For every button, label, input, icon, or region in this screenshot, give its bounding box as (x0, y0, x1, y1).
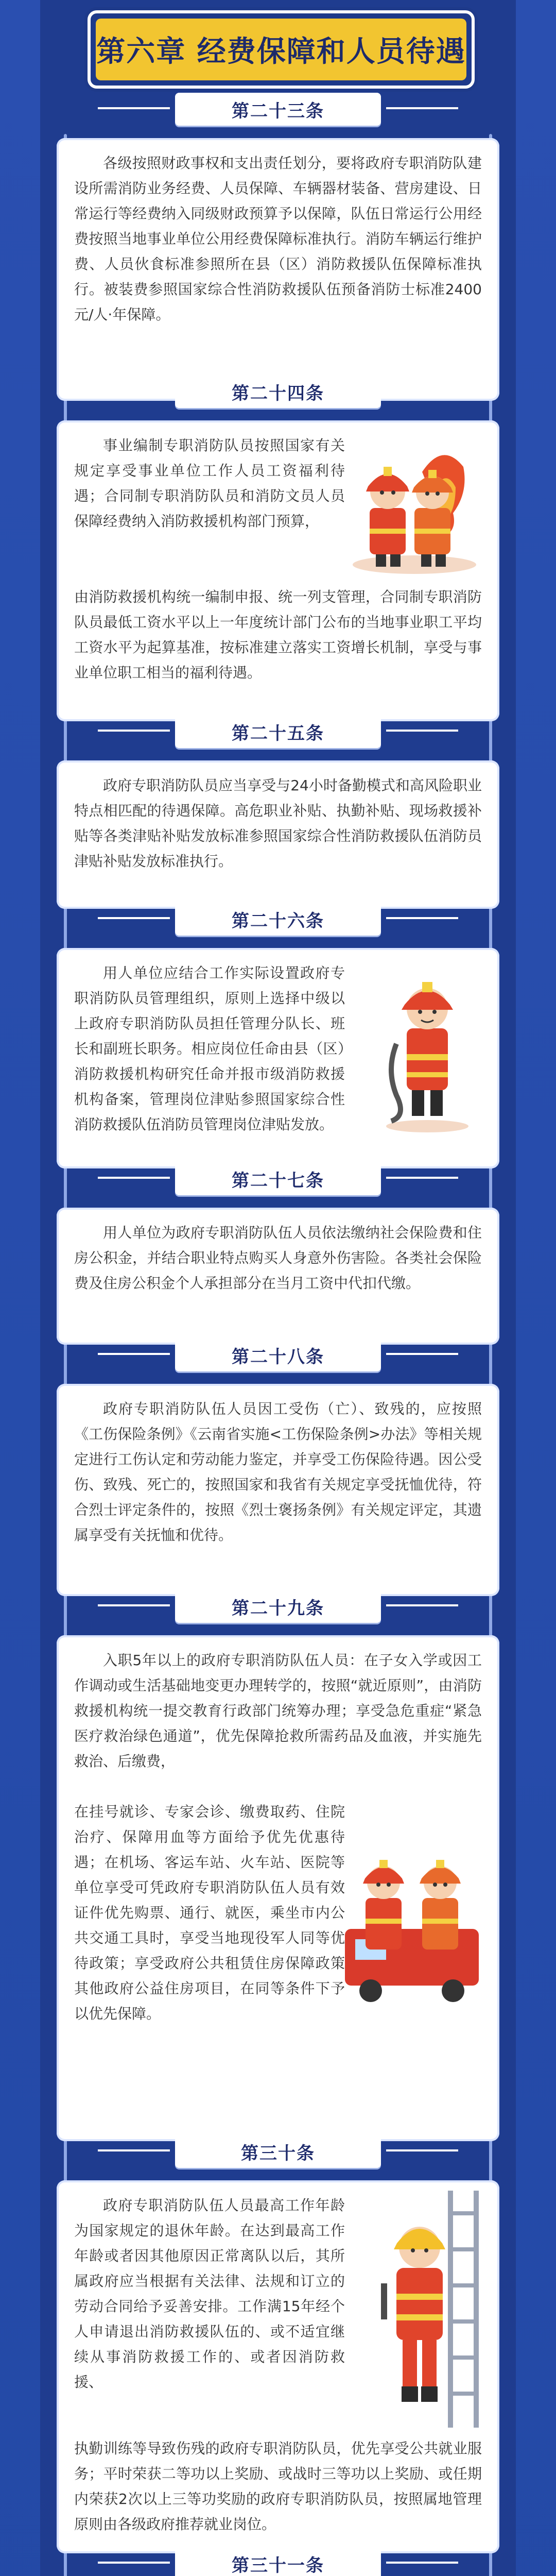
article-label-text: 第二十五条 (232, 723, 324, 744)
right-side-band (516, 0, 556, 2576)
article-26-card (57, 948, 499, 1168)
article-25-text: 政府专职消防队员应当享受与24小时备勤模式和高风险职业特点相匹配的待遇保障。高危职业补贴、执勤补贴、现场救援补贴等各类津贴补贴发放标准参照国家综合性消防救援队伍消防员津贴补贴发放标准执行。 (74, 777, 482, 870)
article-label-text: 第二十六条 (232, 910, 324, 931)
article-24-text-a: 事业编制专职消防队员按照国家有关规定享受事业单位工作人员工资福利待遇；合同制专职消防队员和消防文员人员保障经费纳入消防救援机构部门预算， (74, 437, 345, 530)
article-label-text: 第二十八条 (232, 1346, 324, 1367)
firefighter-pair-illustration (345, 431, 484, 580)
article-25-card (57, 760, 499, 909)
article-29-text-b: 在挂号就诊、专家会诊、缴费取药、住院治疗、保障用血等方面给予优先优惠待遇；在机场、客运车站、火车站、医院等单位享受可凭政府专职消防队伍人员有效证件优先购票、通行、就医，乘坐市内公共交通工具时，享受当地现役军人同等优待政策；享受政府公共租赁住房保障政策其他政府公益住房项目，在同等条件下予以优先保障。 (74, 1803, 345, 2022)
firefighter-hose-illustration (376, 967, 479, 1137)
article-30-text-a: 政府专职消防队伍人员最高工作年龄为国家规定的退休年龄。在达到最高工作年龄或者因其他原因正常离队以后，其所属政府应当根据有关法律、法规和订立的劳动合同给予妥善安排。工作满15年经个人申请退出消防救援队伍的、或不适宜继续从事消防救援工作的、或者因消防救援、 (74, 2197, 345, 2391)
firefighter-truck-illustration (335, 1841, 489, 2006)
article-label-text: 第三十条 (241, 2143, 315, 2164)
article-29-card (57, 1635, 499, 2141)
article-label-text: 第二十三条 (232, 100, 324, 122)
article-23-label (175, 93, 381, 126)
article-28-card (57, 1384, 499, 1596)
left-side-band (0, 0, 40, 2576)
article-29-text-a: 入职5年以上的政府专职消防队伍人员：在子女入学或因工作调动或生活基础地变更办理转学的，按照“就近原则”，由消防救援机构统一提交教育行政部门统筹办理；享受急危重症“紧急医疗救治绿色通道”，优先保障抢救所需药品及血液，并实施先救治、后缴费， (74, 1652, 482, 1770)
article-26-text: 用人单位应结合工作实际设置政府专职消防队员管理组织，原则上选择中级以上政府专职消防队员担任管理分队长、班长和副班长职务。相应岗位任命由县（区）消防救援机构研究任命并报市级消防救援机构备案，管理岗位津贴参照国家综合性消防救援队伍消防员管理岗位津贴发放。 (74, 964, 345, 1133)
article-25-label (175, 715, 381, 748)
article-label-text: 第二十九条 (232, 1598, 324, 1619)
article-31-label (175, 2547, 381, 2576)
article-23-text: 各级按照财政事权和支出责任划分，要将政府专职消防队建设所需消防业务经费、人员保障、车辆器材装备、营房建设、日常运行等经费纳入同级财政预算予以保障，队伍日常运行公用经费按照当地事业单位公用经费保障标准执行。消防车辆运行维护费、人员伙食标准参照所在县（区）消防救援队伍保障标准执行。被装费参照国家综合性消防救援队伍预备消防士标准2400元/人·年保障。 (74, 155, 482, 323)
article-24-text-b: 由消防救援机构统一编制申报、统一列支管理，合同制专职消防队员最低工资水平以上一年度统计部门公布的当地事业职工平均工资水平为起算基准，按标准建立落实工资增长机制，享受与事业单位职工相当的福利待遇。 (74, 588, 482, 681)
article-30-card (57, 2180, 499, 2553)
article-24-label (175, 375, 381, 408)
article-23-card (57, 138, 499, 401)
chapter-header (88, 10, 475, 89)
article-30-text-b: 执勤训练等导致伤残的政府专职消防队员，优先享受公共就业服务；平时荣获二等功以上奖励、或战时三等功以上奖励、或任期内荣获2次以上三等功奖励的政府专职消防队员，按照属地管理原则由各级政府推荐就业岗位。 (74, 2440, 482, 2533)
article-label-text: 第二十七条 (232, 1170, 324, 1191)
article-27-text: 用人单位为政府专职消防队伍人员依法缴纳社会保险费和住房公积金，并结合职业特点购买人身意外伤害险。各类社会保险费及住房公积金个人承担部分在当月工资中代扣代缴。 (74, 1224, 482, 1292)
article-label-text: 第二十四条 (232, 383, 324, 404)
chapter-title: 第六章 经费保障和人员待遇 (96, 35, 466, 69)
article-27-label (175, 1162, 381, 1195)
article-27-card (57, 1208, 499, 1345)
article-28-label (175, 1338, 381, 1371)
article-30-label (175, 2135, 381, 2168)
article-28-text: 政府专职消防队伍人员因工受伤（亡）、致残的，应按照《工伤保险条例》《云南省实施<工伤保险条例>办法》等相关规定进行工伤认定和劳动能力鉴定，并享受工伤保险待遇。因公受伤、致残、死亡的，按照国家和我省有关规定享受抚恤优待，符合烈士评定条件的，按照《烈士褒扬条例》有关规定评定，其遗属享受有关抚恤和优待。 (74, 1400, 482, 1544)
article-26-label (175, 903, 381, 936)
article-24-card (57, 420, 499, 721)
article-29-label (175, 1590, 381, 1623)
chapter-header-inner (96, 19, 466, 80)
firefighter-ladder-illustration (371, 2191, 484, 2433)
article-label-text: 第三十一条 (232, 2555, 324, 2576)
